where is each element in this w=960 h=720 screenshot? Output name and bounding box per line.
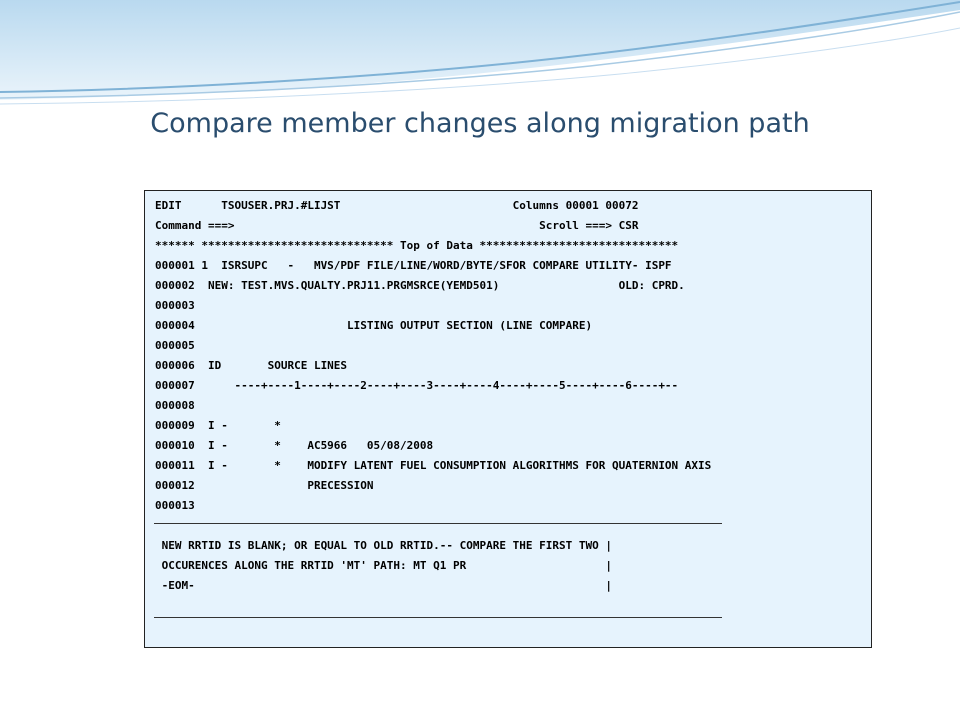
message-line: NEW RRTID IS BLANK; OR EQUAL TO OLD RRTID.-- COMPARE THE FIRST TWO | (155, 539, 612, 552)
data-line: 000013 (155, 499, 195, 512)
header-swoosh-decoration (0, 0, 960, 120)
message-line: -EOM- | (155, 579, 612, 592)
data-line: 000005 (155, 339, 195, 352)
header-line: EDIT TSOUSER.PRJ.#LIJST Columns 00001 00072 (155, 199, 639, 212)
message-box-bottom-rule (154, 617, 722, 618)
slide-title: Compare member changes along migration path (150, 108, 810, 139)
data-line: 000003 (155, 299, 195, 312)
data-line: 000011 I - * MODIFY LATENT FUEL CONSUMPTION ALGORITHMS FOR QUATERNION AXIS (155, 459, 712, 472)
data-line: 000004 LISTING OUTPUT SECTION (LINE COMPARE) (155, 319, 593, 332)
data-line: 000002 NEW: TEST.MVS.QUALTY.PRJ11.PRGMSRCE(YEMD501) OLD: CPRD. (155, 279, 685, 292)
data-line: 000008 (155, 399, 195, 412)
data-line: 000007 ----+----1----+----2----+----3----+----4----+----5----+----6----+-- (155, 379, 679, 392)
data-line: 000001 1 ISRSUPC - MVS/PDF FILE/LINE/WORD/BYTE/SFOR COMPARE UTILITY- ISPF (155, 259, 672, 272)
data-line: 000006 ID SOURCE LINES (155, 359, 348, 372)
command-line[interactable]: Command ===> Scroll ===> CSR (155, 219, 639, 232)
top-of-data-line: ****** ***************************** Top of Data ****************************** (155, 239, 679, 252)
message-box-top-rule (154, 523, 722, 524)
data-line: 000012 PRECESSION (155, 479, 374, 492)
message-line: OCCURENCES ALONG THE RRTID 'MT' PATH: MT Q1 PR | (155, 559, 612, 572)
data-line: 000010 I - * AC5966 05/08/2008 (155, 439, 434, 452)
data-line: 000009 I - * (155, 419, 281, 432)
ispf-edit-screen (144, 190, 872, 648)
